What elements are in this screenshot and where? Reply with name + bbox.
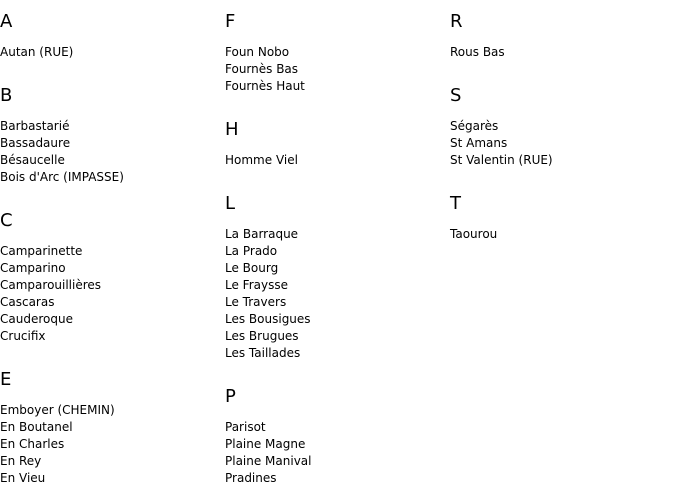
street-link[interactable]: Camparino [0,261,66,275]
street-link[interactable]: Foun Nobo [225,45,290,59]
letter-heading-h: H [225,119,239,140]
street-link[interactable]: Taourou [450,227,498,241]
street-link[interactable]: Bois d'Arc (IMPASSE) [0,170,124,184]
street-link[interactable]: Ségarès [450,119,499,133]
street-link[interactable]: La Barraque [225,227,299,241]
street-list-e [0,402,115,487]
street-link[interactable]: Emboyer (CHEMIN) [0,403,115,417]
street-link[interactable]: Le Travers [225,295,287,309]
street-list-r [450,44,505,61]
street-link[interactable]: Cauderoque [0,312,73,326]
street-link[interactable]: Camparouillières [0,278,102,292]
street-link[interactable]: Camparinette [0,244,83,258]
letter-heading-l: L [225,193,236,214]
street-link[interactable]: Homme Viel [225,153,298,167]
street-list-b [0,118,124,186]
letter-heading-t: T [450,193,461,214]
street-link[interactable]: St Amans [450,136,508,150]
letter-heading-e: E [0,369,12,390]
street-link[interactable]: Pradines [225,471,277,485]
street-link[interactable]: Fournès Bas [225,62,299,76]
street-link[interactable]: Barbastarié [0,119,70,133]
letter-heading-r: R [450,11,463,32]
street-link[interactable]: Cascaras [0,295,55,309]
street-list-c [0,243,101,345]
letter-heading-b: B [0,85,13,106]
street-link[interactable]: Plaine Manival [225,454,312,468]
street-link[interactable]: En Rey [0,454,42,468]
street-link[interactable]: St Valentin (RUE) [450,153,553,167]
street-link[interactable]: Les Bousigues [225,312,311,326]
letter-heading-c: C [0,210,13,231]
street-link[interactable]: Rous Bas [450,45,505,59]
street-list-h [225,152,298,169]
letter-heading-s: S [450,85,462,106]
street-link[interactable]: Les Taillades [225,346,301,360]
letter-heading-p: P [225,386,236,407]
street-list-l [225,226,311,362]
street-link[interactable]: Bésaucelle [0,153,65,167]
street-link[interactable]: Plaine Magne [225,437,306,451]
street-link[interactable]: Le Bourg [225,261,279,275]
street-link[interactable]: Fournès Haut [225,79,305,93]
street-link[interactable]: Le Fraysse [225,278,288,292]
street-list-a [0,44,73,61]
street-link[interactable]: Les Brugues [225,329,299,343]
street-link[interactable]: En Boutanel [0,420,73,434]
street-link[interactable]: La Prado [225,244,278,258]
street-list-s [450,118,553,169]
street-link[interactable]: En Charles [0,437,65,451]
street-link[interactable]: Autan (RUE) [0,45,74,59]
street-list-p [225,419,312,487]
street-list-f [225,44,305,95]
letter-heading-f: F [225,11,236,32]
street-link[interactable]: Parisot [225,420,266,434]
street-list-t [450,226,497,243]
letter-heading-a: A [0,11,13,32]
street-link[interactable]: Crucifix [0,329,46,343]
street-link[interactable]: Bassadaure [0,136,71,150]
street-link[interactable]: En Vieu [0,471,46,485]
